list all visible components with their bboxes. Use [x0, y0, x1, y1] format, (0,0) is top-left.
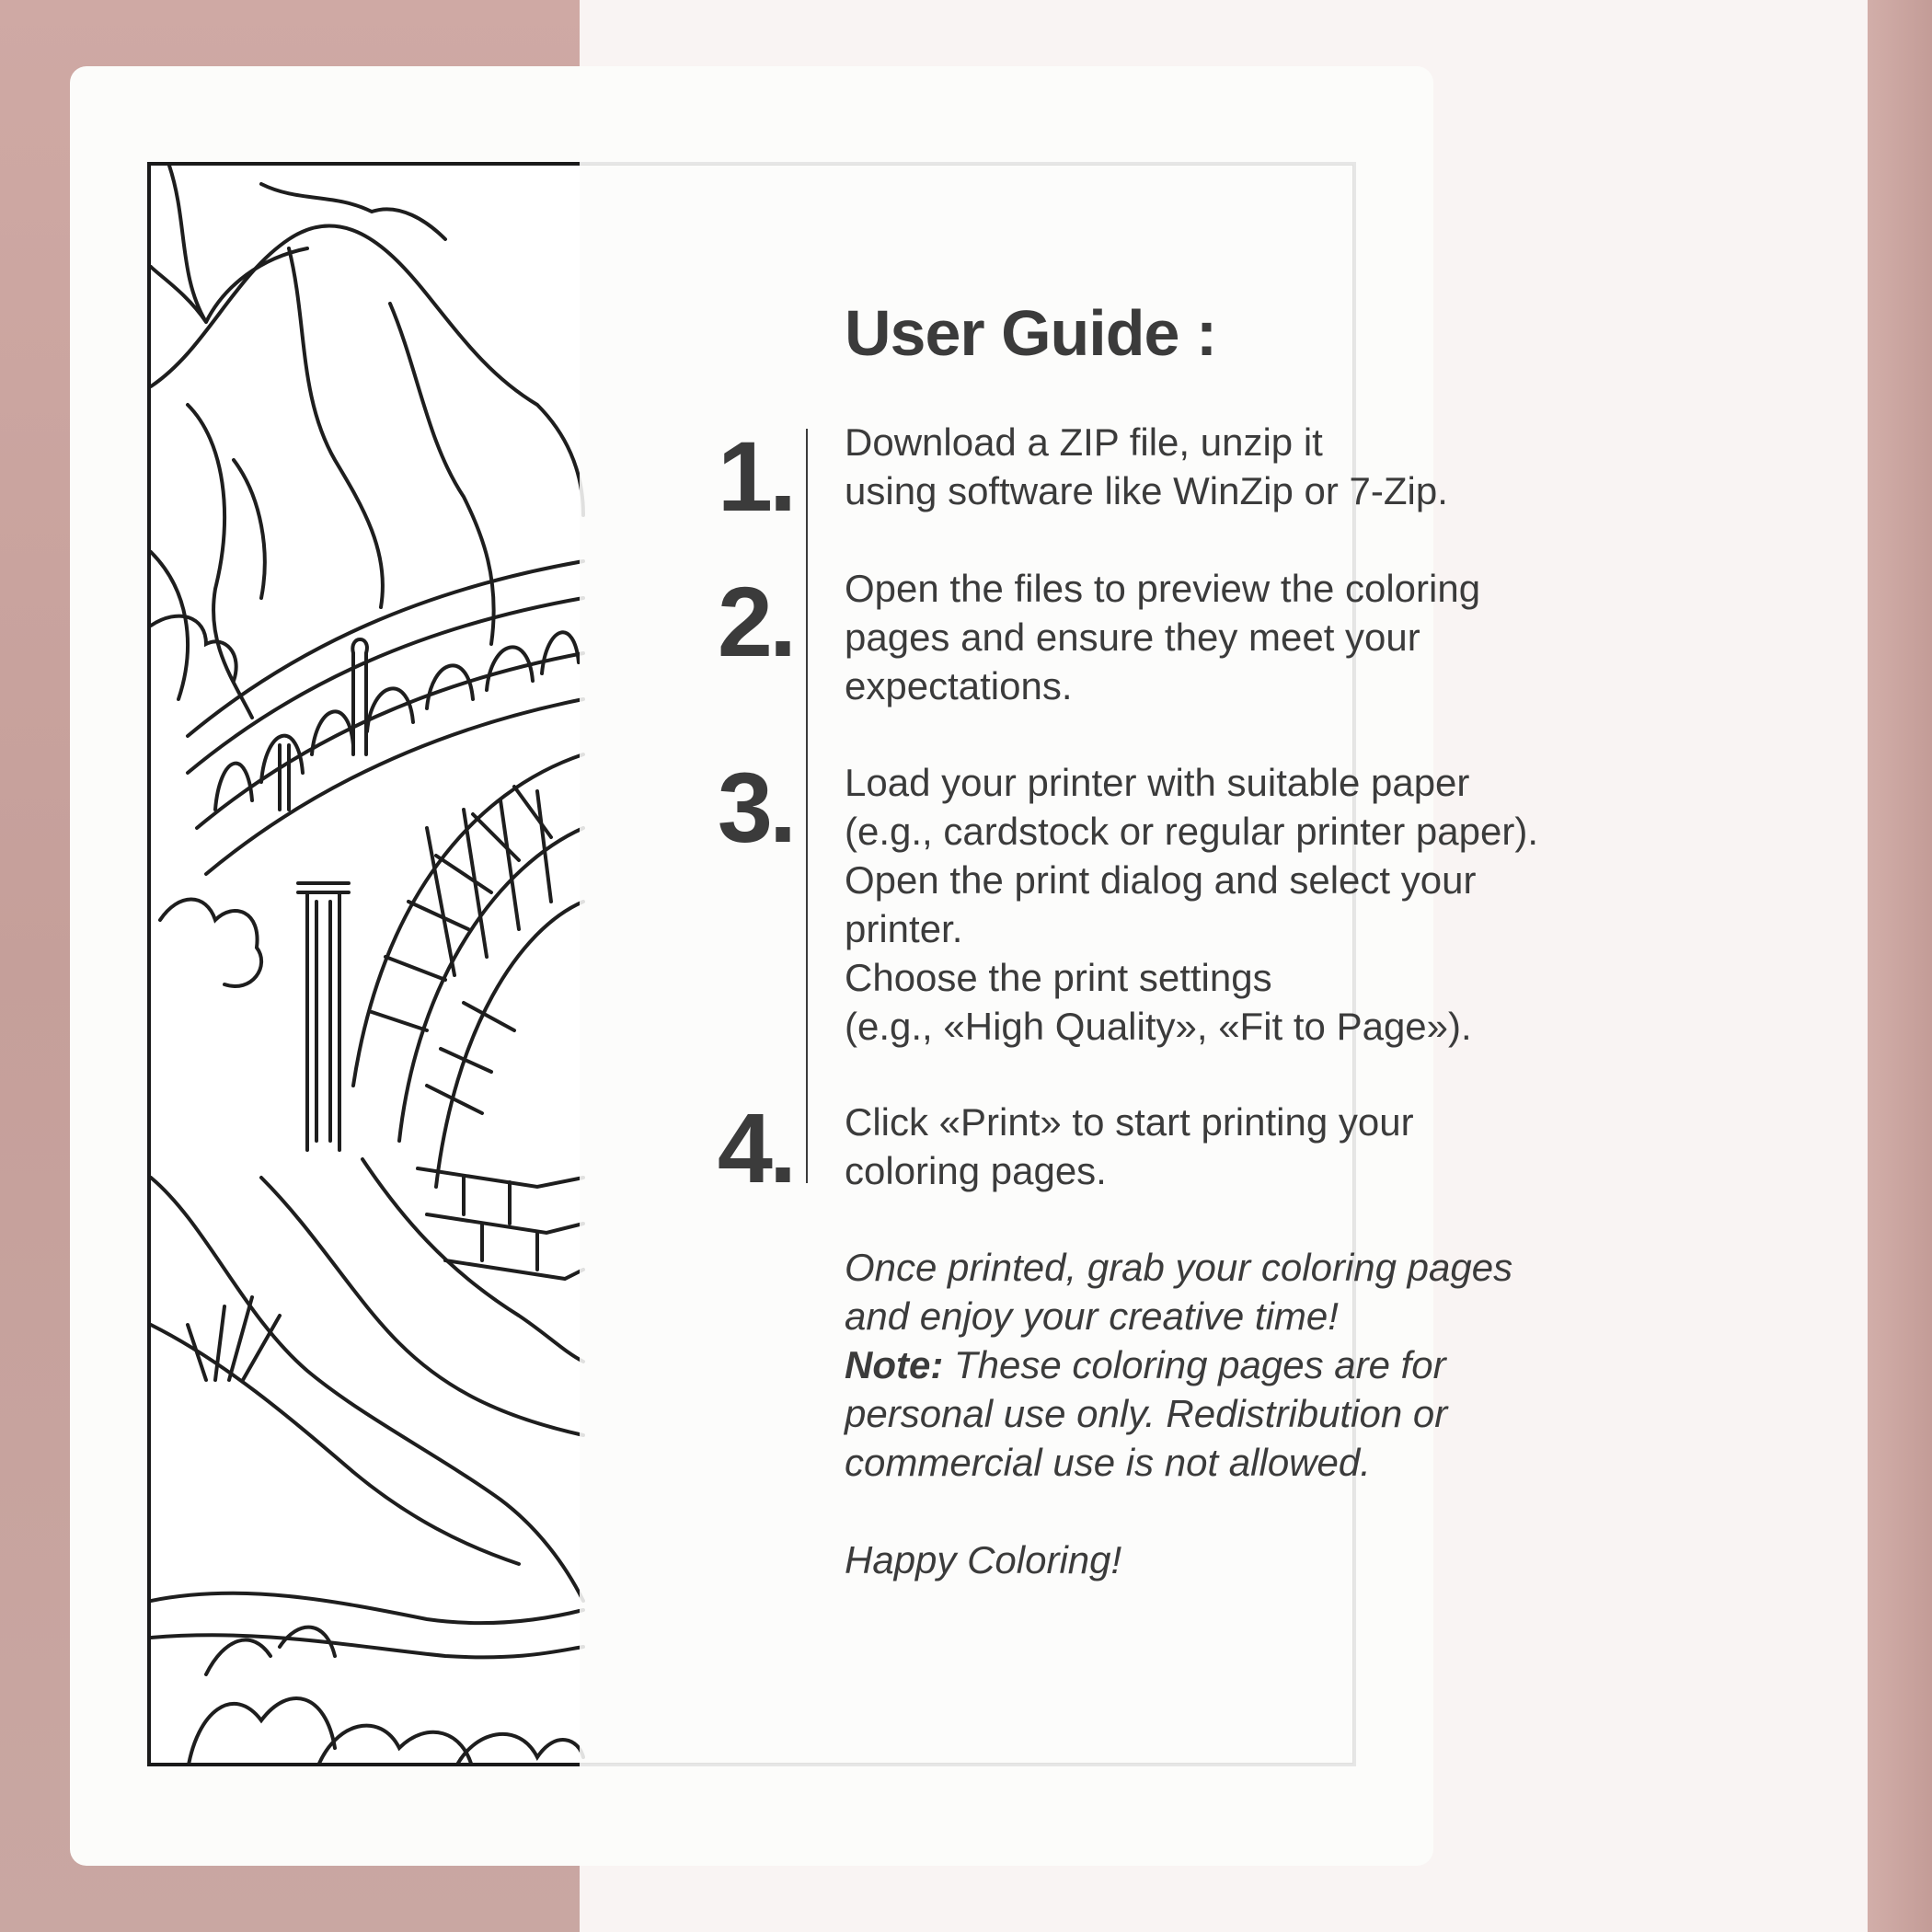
pink-edge-strip [1868, 0, 1932, 1932]
steps-divider-bottom [806, 760, 808, 1183]
step-number-3: 3. [717, 752, 793, 863]
closing-line-1: Once printed, grab your coloring pages [845, 1246, 1513, 1289]
note-line-3: commercial use is not allowed. [845, 1441, 1371, 1484]
step-number-4: 4. [717, 1092, 793, 1203]
closing-line-2: and enjoy your creative time! [845, 1294, 1339, 1338]
step-text-4: Click «Print» to start printing your coloring pages. [845, 1100, 1414, 1192]
step-number-2: 2. [717, 566, 793, 677]
signoff: Happy Coloring! [845, 1538, 1122, 1581]
step-text-2: Open the files to preview the coloring pages and ensure they meet your expectations. [845, 567, 1481, 707]
step-text-1: Download a ZIP file, unzip it using software like WinZip or 7-Zip. [845, 420, 1448, 512]
note-line-1 [845, 1340, 1728, 1389]
note-text-1: These coloring pages are for [943, 1343, 1446, 1386]
closing-message [845, 1243, 1728, 1487]
step-number-1: 1. [717, 420, 793, 532]
note-line-2: personal use only. Redistribution or [845, 1392, 1448, 1435]
note-label: Note: [845, 1343, 944, 1386]
step-text-3: Load your printer with suitable paper (e.g., cardstock or regular printer paper). Open the print dialog and select your printer. Choose the print settings (e.g., «High Quality», «Fit to Page»). [845, 761, 1538, 1048]
guide-title: User Guide : [845, 297, 1217, 369]
